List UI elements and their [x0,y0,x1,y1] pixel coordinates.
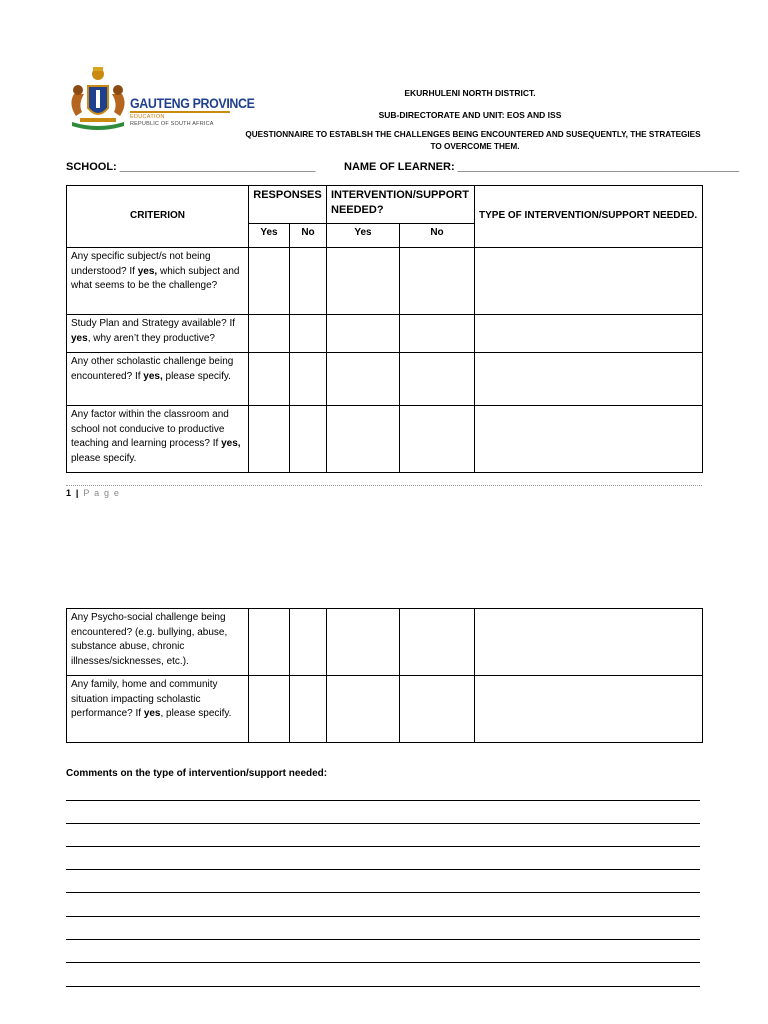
responses-yes-cell[interactable] [249,406,290,473]
intervention-type-cell[interactable] [475,609,703,676]
comment-line[interactable] [66,800,700,801]
intervention-needed-header: INTERVENTION/SUPPORT NEEDED? [327,186,475,224]
comment-line[interactable] [66,823,700,824]
intervention-no-cell[interactable] [400,406,475,473]
intervention-type-cell[interactable] [475,406,703,473]
footer-divider [66,485,702,486]
comment-line[interactable] [66,892,700,893]
school-field[interactable]: SCHOOL: ________________________________ [66,161,316,173]
criterion-cell: Any Psycho-social challenge being encountered? (e.g. bullying, abuse, substance abuse, chronic illnesses/sicknesses, etc.). [67,609,249,676]
unit-heading: SUB-DIRECTORATE AND UNIT: EOS AND ISS [378,110,562,120]
table-row [67,609,703,676]
comment-line[interactable] [66,846,700,847]
comment-line[interactable] [66,986,700,987]
responses-no-cell[interactable] [290,609,327,676]
responses-yes-cell[interactable] [249,609,290,676]
intervention-yes-cell[interactable] [327,248,400,315]
criterion-cell: Any family, home and community situation impacting scholastic performance? If yes, please specify. [67,676,249,743]
responses-yes-cell[interactable] [249,315,290,353]
gauteng-logo [66,64,255,136]
responses-yes-cell[interactable] [249,676,290,743]
intervention-yes-cell[interactable] [327,353,400,406]
table-row [67,406,703,473]
intervention-no-cell[interactable] [400,609,475,676]
intervention-yes-cell[interactable] [327,609,400,676]
table-row [67,248,703,315]
criterion-header: CRITERION [67,186,249,248]
questionnaire-title-line1: QUESTIONNAIRE TO ESTABLSH THE CHALLENGES BEING ENCOUNTERED AND SUSEQUENTLY, THE STRATEGIES [245,130,701,139]
intervention-type-cell[interactable] [475,676,703,743]
intervention-no-cell[interactable] [400,353,475,406]
logo-divider [130,111,230,113]
logo-name: GAUTENG PROVINCE [130,96,255,111]
responses-no-cell[interactable] [290,676,327,743]
comment-line[interactable] [66,916,700,917]
logo-sub-country: REPUBLIC OF SOUTH AFRICA [130,121,214,127]
intervention-no-cell[interactable] [400,676,475,743]
responses-no-cell[interactable] [290,406,327,473]
logo-sub-education: EDUCATION [130,114,165,120]
intervention-type-header: TYPE OF INTERVENTION/SUPPORT NEEDED. [475,186,703,248]
criterion-cell: Any factor within the classroom and school not conducive to productive teaching and learning process? If yes, please specify. [67,406,249,473]
intervention-no-header: No [400,224,475,248]
intervention-yes-header: Yes [327,224,400,248]
responses-header: RESPONSES [249,186,327,224]
questionnaire-title-line2: TO OVERCOME THEM. [430,142,520,151]
intervention-type-cell[interactable] [475,248,703,315]
intervention-yes-cell[interactable] [327,406,400,473]
responses-yes-header: Yes [249,224,290,248]
table-row [67,676,703,743]
comment-line[interactable] [66,869,700,870]
questionnaire-table-page1 [66,185,703,473]
responses-no-cell[interactable] [290,353,327,406]
intervention-yes-cell[interactable] [327,676,400,743]
learner-name-field[interactable]: NAME OF LEARNER: ______________________________________________ [344,161,740,173]
responses-no-cell[interactable] [290,315,327,353]
comment-line[interactable] [66,939,700,940]
intervention-no-cell[interactable] [400,248,475,315]
criterion-cell: Any other scholastic challenge being encountered? If yes, please specify. [67,353,249,406]
questionnaire-table-page2 [66,608,703,743]
intervention-no-cell[interactable] [400,315,475,353]
coat-of-arms-icon [66,64,130,134]
district-heading: EKURHULENI NORTH DISTRICT. [404,88,536,98]
comments-label: Comments on the type of intervention/support needed: [66,768,328,779]
responses-yes-cell[interactable] [249,353,290,406]
responses-no-cell[interactable] [290,248,327,315]
page-number: 1 | P a g e [66,488,121,498]
intervention-yes-cell[interactable] [327,315,400,353]
responses-yes-cell[interactable] [249,248,290,315]
table-row [67,315,703,353]
criterion-cell: Any specific subject/s not being understood? If yes, which subject and what seems to be the challenge? [67,248,249,315]
table-row [67,353,703,406]
intervention-type-cell[interactable] [475,315,703,353]
intervention-type-cell[interactable] [475,353,703,406]
responses-no-header: No [290,224,327,248]
criterion-cell: Study Plan and Strategy available? If yes, why aren’t they productive? [67,315,249,353]
comment-line[interactable] [66,962,700,963]
